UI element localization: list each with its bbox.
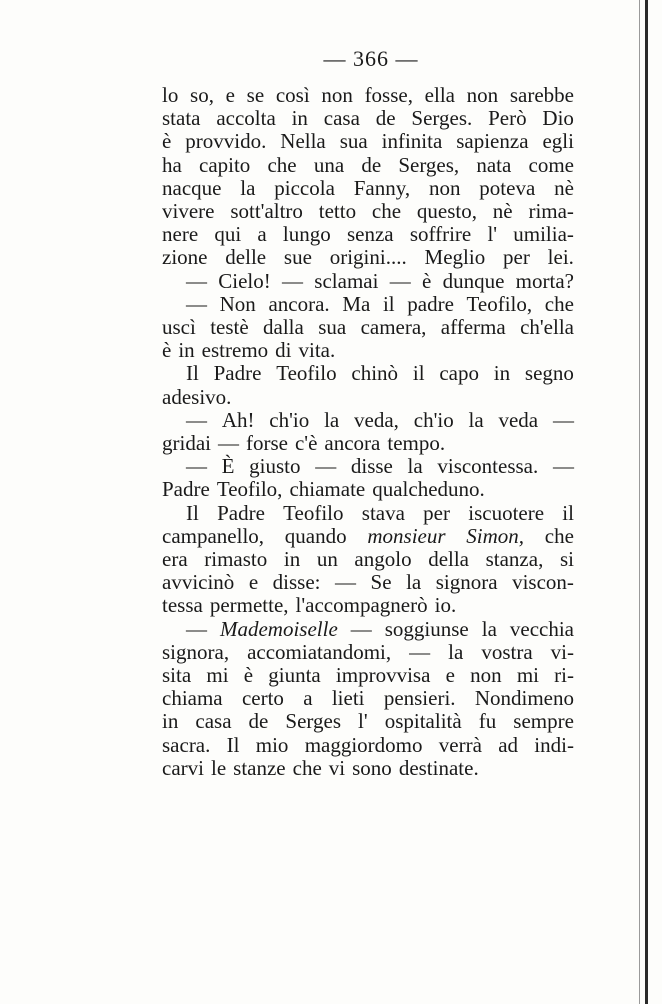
word: non xyxy=(428,175,461,200)
word: mi xyxy=(206,663,229,688)
word: ch'ella xyxy=(520,315,574,340)
word: era xyxy=(162,547,188,572)
word: estremo xyxy=(201,338,269,363)
word: sott'altro xyxy=(230,199,303,224)
word: la xyxy=(448,639,464,664)
word: nata xyxy=(476,152,512,177)
word: è xyxy=(162,338,172,363)
word: chiamate xyxy=(289,477,366,502)
word: le xyxy=(210,755,227,780)
word: morta? xyxy=(515,268,574,293)
word: — xyxy=(335,570,357,595)
word: veda, xyxy=(354,407,399,432)
word: Mademoiselle xyxy=(219,616,338,641)
word: gridai xyxy=(162,431,211,456)
word: e xyxy=(225,83,235,107)
text-line xyxy=(162,200,574,223)
word: e xyxy=(445,663,455,688)
word: — xyxy=(409,639,431,664)
word: pensieri. xyxy=(383,686,456,711)
word: testè xyxy=(210,315,249,340)
word: — xyxy=(217,431,239,456)
word: il xyxy=(412,361,425,386)
text-line xyxy=(162,316,574,339)
word: permette, xyxy=(209,593,289,618)
word: che xyxy=(292,755,322,780)
text-line xyxy=(162,594,574,617)
word: disse xyxy=(350,454,393,479)
word: dalla xyxy=(263,315,304,340)
word: provvido. xyxy=(185,129,267,154)
word: umilia- xyxy=(513,222,574,247)
word: padre xyxy=(407,291,454,316)
word: nacque xyxy=(162,175,222,200)
word: l' xyxy=(487,222,498,247)
word: carvi xyxy=(162,755,204,780)
word: delle xyxy=(225,245,267,270)
text-line xyxy=(162,525,574,548)
page-number: — 366 — xyxy=(323,46,419,71)
word: vivere xyxy=(162,199,215,224)
word: tetto xyxy=(318,199,357,224)
word: in xyxy=(291,106,308,131)
word: sono xyxy=(352,755,392,780)
word: so, xyxy=(190,83,214,107)
word: signora, xyxy=(162,639,230,664)
word: forse xyxy=(245,431,288,456)
word: Simon, xyxy=(466,523,525,548)
word: ch'io xyxy=(269,407,310,432)
word: afferma xyxy=(440,315,506,340)
word: de xyxy=(361,152,382,177)
word: e xyxy=(248,570,259,595)
word: soggiunse xyxy=(384,616,469,641)
word: ch'io xyxy=(413,407,454,432)
text-line xyxy=(162,664,574,687)
word: Teofilo xyxy=(276,361,337,386)
word: chinò xyxy=(351,361,399,386)
word: a xyxy=(303,686,313,711)
word: Non xyxy=(219,291,256,316)
word: senza xyxy=(346,222,394,247)
word: tempo. xyxy=(387,431,446,456)
word: segno xyxy=(524,361,574,386)
text-line xyxy=(162,362,574,385)
word: ancora. xyxy=(268,291,330,316)
word: mi xyxy=(516,663,539,688)
word: soffrire xyxy=(409,222,472,247)
word: Il xyxy=(226,732,240,757)
word: — xyxy=(186,616,207,641)
word: Cielo! xyxy=(218,268,271,293)
word: viscon- xyxy=(512,570,574,595)
word: per xyxy=(503,245,530,270)
word: Padre xyxy=(162,477,210,502)
word: viscontessa. xyxy=(437,454,539,479)
word: veda xyxy=(498,407,539,432)
word: è xyxy=(162,129,172,154)
word: la xyxy=(407,454,423,479)
word: infinita xyxy=(381,129,443,154)
word: Però xyxy=(488,106,527,131)
word: in xyxy=(178,338,195,363)
word: Serges. xyxy=(411,106,473,131)
word: Meglio xyxy=(424,245,486,270)
word: vostra xyxy=(481,639,533,664)
word: nè xyxy=(554,175,574,200)
word: Dio xyxy=(542,106,574,131)
text-line xyxy=(162,386,574,409)
word: a xyxy=(257,222,267,247)
word: accomiatandomi, xyxy=(247,639,392,664)
word: Serges xyxy=(285,709,342,734)
text-line xyxy=(162,84,574,107)
word: Il xyxy=(186,500,199,525)
word: Serges, xyxy=(398,152,460,177)
word: adesivo. xyxy=(162,384,232,409)
word: l' xyxy=(358,709,368,734)
word: non xyxy=(321,83,353,107)
word: il xyxy=(562,500,574,525)
word: sita xyxy=(162,663,192,688)
word: Nondimeno xyxy=(474,686,574,711)
word: stanze xyxy=(233,755,286,780)
word: ella xyxy=(424,83,455,107)
word: sempre xyxy=(513,709,574,734)
word: Il xyxy=(186,361,199,386)
word: zione xyxy=(162,245,208,270)
word: rimasto xyxy=(204,547,268,572)
word: un xyxy=(316,547,338,572)
word: vi xyxy=(328,755,346,780)
word: angolo xyxy=(354,547,412,572)
word: vita. xyxy=(298,338,336,363)
word: — xyxy=(350,616,372,641)
word: lei. xyxy=(547,245,574,270)
text-line xyxy=(162,339,574,362)
word: la xyxy=(324,407,340,432)
word: Ah! xyxy=(221,407,255,432)
word: in xyxy=(283,547,301,572)
word: fosse, xyxy=(364,83,413,107)
word: Nella xyxy=(280,129,326,154)
word: Teofilo, xyxy=(216,477,283,502)
word: — xyxy=(186,454,207,479)
word: ri- xyxy=(554,663,574,688)
word: lo xyxy=(162,83,179,107)
text-line xyxy=(162,478,574,501)
word: Fanny, xyxy=(353,175,411,200)
word: che xyxy=(267,152,297,177)
text-line xyxy=(162,409,574,432)
word: lieti xyxy=(331,686,365,711)
word: la xyxy=(406,570,422,595)
word: nere xyxy=(162,222,199,247)
word: che xyxy=(544,291,574,316)
word: Se xyxy=(370,570,392,595)
word: sapienza xyxy=(456,129,529,154)
word: — xyxy=(186,407,207,432)
word: È xyxy=(221,454,235,479)
word: — xyxy=(552,407,574,432)
word: destinate. xyxy=(398,755,479,780)
word: poteva xyxy=(479,175,536,200)
word: chiama xyxy=(162,686,223,711)
word: de xyxy=(248,709,269,734)
word: sua xyxy=(339,129,368,154)
text-line xyxy=(162,687,574,710)
word: capito xyxy=(199,152,251,177)
body-text xyxy=(162,84,574,780)
text-line xyxy=(162,548,574,571)
word: lungo xyxy=(282,222,331,247)
word: — xyxy=(315,454,337,479)
text-line xyxy=(162,154,574,177)
text-line xyxy=(162,455,574,478)
word: la xyxy=(481,616,497,641)
word: per xyxy=(423,500,450,525)
text-line xyxy=(162,641,574,664)
word: tessa xyxy=(162,593,203,618)
word: egli xyxy=(542,129,574,154)
word: di xyxy=(275,338,292,363)
word: come xyxy=(528,152,574,177)
word: rima- xyxy=(528,199,574,224)
word: stava xyxy=(361,500,405,525)
word: è xyxy=(243,663,254,688)
word: — xyxy=(186,268,207,293)
word: l'accompagnerò xyxy=(295,593,428,618)
word: stata xyxy=(162,106,201,131)
word: ad xyxy=(498,732,519,757)
word: casa xyxy=(195,709,232,734)
text-line xyxy=(162,710,574,733)
word: ha xyxy=(162,152,182,177)
word: iscuotere xyxy=(468,500,545,525)
word: vecchia xyxy=(509,616,574,641)
word: la xyxy=(468,407,484,432)
word: giusto xyxy=(249,454,301,479)
word: mio xyxy=(255,732,289,757)
word: Padre xyxy=(217,500,265,525)
text-line xyxy=(162,223,574,246)
word: qualcheduno. xyxy=(372,477,485,502)
word: — xyxy=(389,268,411,293)
text-line xyxy=(162,618,574,641)
text-line xyxy=(162,246,574,269)
word: si xyxy=(559,547,574,572)
text-line xyxy=(162,432,574,455)
word: — xyxy=(552,454,574,479)
word: piccola xyxy=(274,175,335,200)
word: giunta xyxy=(268,663,321,688)
word: accolta xyxy=(216,106,276,131)
word: una xyxy=(313,152,345,177)
word: la xyxy=(240,175,256,200)
word: avvicinò xyxy=(162,570,235,595)
word: casa xyxy=(323,106,360,131)
word: — xyxy=(186,291,207,316)
word: sacra. xyxy=(162,732,211,757)
word: capo xyxy=(439,361,479,386)
word: maggiordomo xyxy=(304,732,423,757)
word: sue xyxy=(283,245,312,270)
text-line xyxy=(162,502,574,525)
word: indi- xyxy=(534,732,574,757)
word: il xyxy=(382,291,395,316)
word: uscì xyxy=(162,315,196,340)
text-line xyxy=(162,734,574,757)
word: quando xyxy=(284,523,347,548)
word: Teofilo, xyxy=(466,291,533,316)
word: de xyxy=(375,106,396,131)
page-edge-shadow xyxy=(639,0,640,1004)
word: ospitalità xyxy=(384,709,462,734)
word: questo, xyxy=(416,199,477,224)
word: non xyxy=(470,663,502,688)
word: nè xyxy=(492,199,513,224)
word: così xyxy=(275,83,310,107)
word: è xyxy=(421,268,432,293)
word: dunque xyxy=(442,268,505,293)
text-line xyxy=(162,571,574,594)
word: certo xyxy=(241,686,284,711)
word: della xyxy=(428,547,469,572)
word: Ma xyxy=(342,291,371,316)
word: in xyxy=(162,709,179,734)
word: vi- xyxy=(550,639,574,664)
word: monsieur xyxy=(367,523,446,548)
word: disse: xyxy=(272,570,321,595)
word: origini.... xyxy=(329,245,407,270)
text-line xyxy=(162,177,574,200)
text-line xyxy=(162,107,574,130)
word: fu xyxy=(478,709,497,734)
word: non xyxy=(466,83,499,107)
text-line xyxy=(162,270,574,293)
word: campanello, xyxy=(162,523,265,548)
word: improvvisa xyxy=(335,663,431,688)
word: in xyxy=(493,361,511,386)
word: sua xyxy=(318,315,347,340)
word: signora xyxy=(435,570,498,595)
word: se xyxy=(246,83,265,107)
text-line xyxy=(162,757,574,780)
word: Padre xyxy=(213,361,262,386)
word: qui xyxy=(214,222,242,247)
word: stanza, xyxy=(485,547,544,572)
word: io. xyxy=(434,593,457,618)
word: ancora xyxy=(324,431,381,456)
word: — xyxy=(282,268,304,293)
text-line xyxy=(162,130,574,153)
word: sclamai xyxy=(314,268,379,293)
word: che xyxy=(544,523,574,548)
text-line xyxy=(162,293,574,316)
word: c'è xyxy=(294,431,318,456)
word: che xyxy=(371,199,402,224)
word: camera, xyxy=(360,315,427,340)
word: verrà xyxy=(438,732,482,757)
page-edge xyxy=(645,0,648,1004)
word: Teofilo xyxy=(283,500,344,525)
word: sarebbe xyxy=(509,83,574,107)
